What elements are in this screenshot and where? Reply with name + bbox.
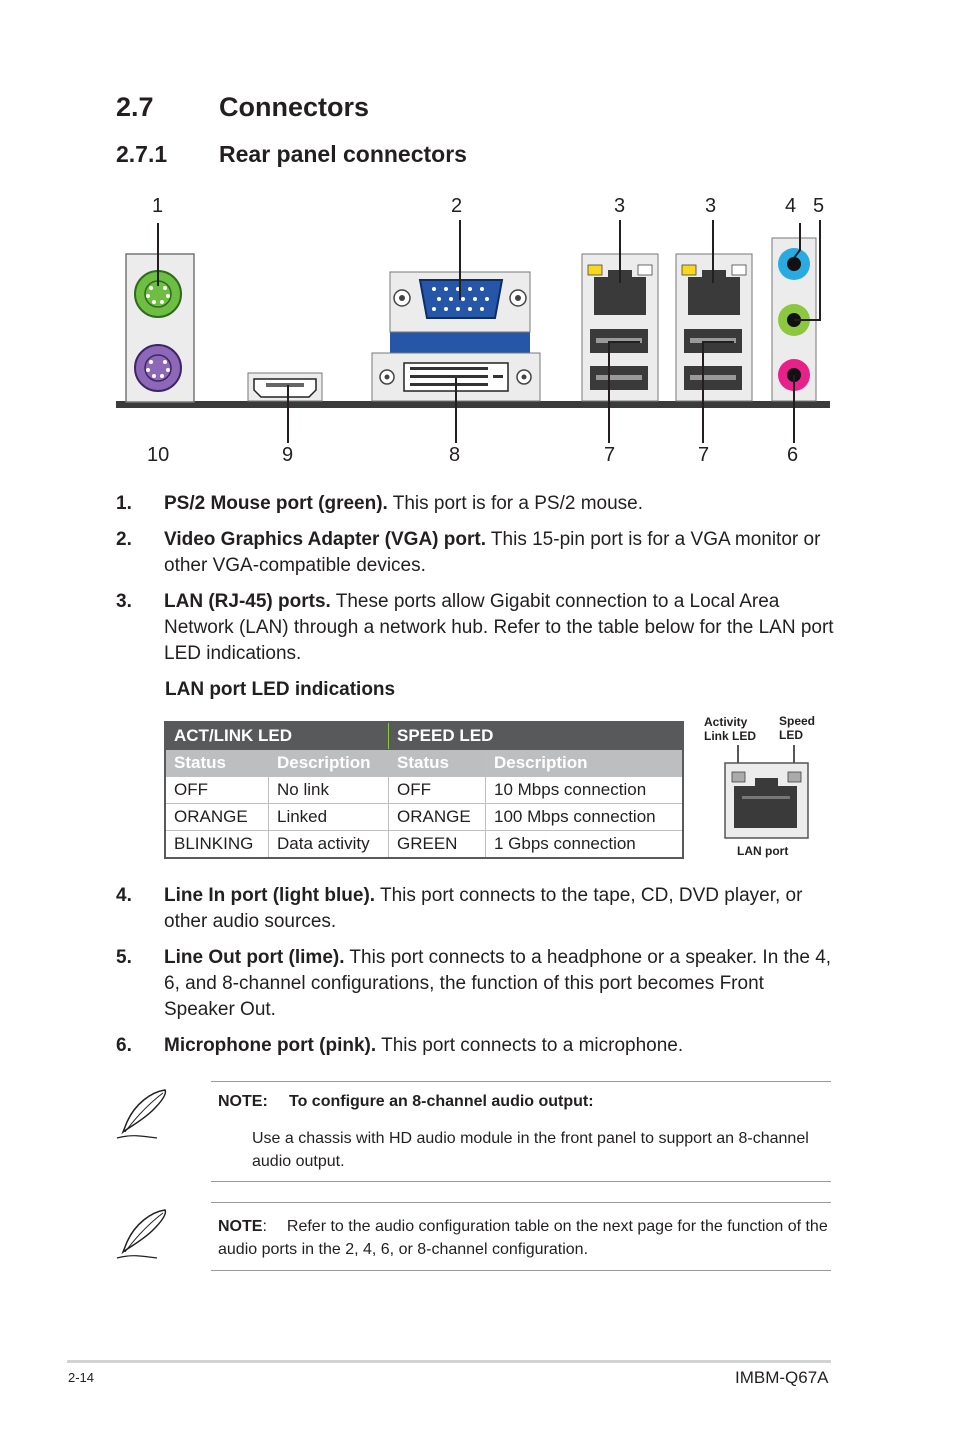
callout-3a: 3 xyxy=(614,195,626,217)
note-2-sep: : xyxy=(262,1218,267,1235)
callout-1: 1 xyxy=(152,195,164,217)
list-item: 4. Line In port (light blue). This port connects to the tape, CD, DVD player, or other audio sources. xyxy=(116,885,803,932)
item-text: This 15-pin port is for a VGA monitor or other VGA-compatible devices. xyxy=(164,529,821,576)
section-title: Connectors xyxy=(219,92,370,122)
note-1-bottom-rule xyxy=(211,1181,831,1182)
callout-7a: 7 xyxy=(604,444,616,466)
callout-8: 8 xyxy=(449,444,461,466)
item-title: Line In port (light blue). xyxy=(164,885,376,906)
note-quill-icon xyxy=(113,1086,173,1142)
item-title: Video Graphics Adapter (VGA) port. xyxy=(164,529,486,550)
note-1-body: Use a chassis with HD audio module in the front panel to support an 8-channel audio output. xyxy=(252,1130,809,1170)
item-text: This port connects to a headphone or a speaker. In the 4, 6, and 8-channel configurations, the function of this port becomes Front Speaker Out. xyxy=(164,947,832,1020)
list-item: 6. Microphone port (pink). This port connects to a microphone. xyxy=(116,1035,684,1056)
note-quill-icon xyxy=(113,1206,173,1262)
io-shield-base xyxy=(116,401,830,408)
item-title: PS/2 Mouse port (green). xyxy=(164,493,388,514)
subsection-number: 2.7.1 xyxy=(116,141,168,167)
list-item: 2. Video Graphics Adapter (VGA) port. This 15-pin port is for a VGA monitor or other VGA-compatible devices. xyxy=(116,529,821,576)
callout-7b: 7 xyxy=(698,444,710,466)
item-title: Line Out port (lime). xyxy=(164,947,345,968)
item-title: Microphone port (pink). xyxy=(164,1035,377,1056)
note-1-top-rule xyxy=(211,1081,831,1082)
note-2-body: Refer to the audio configuration table on the next page for the function of the audio ports in the 2, 4, 6, or 8-channel configuration. xyxy=(218,1218,828,1258)
rear-panel-diagram xyxy=(110,190,840,475)
lan-led-table xyxy=(164,721,684,859)
list-item: 3. LAN (RJ-45) ports. These ports allow Gigabit connection to a Local Area Network (LAN) through a network hub. Refer to the table below for the LAN port LED indications. xyxy=(116,591,834,664)
table-row: BLINKING Data activity GREEN 1 Gbps connection xyxy=(165,831,683,859)
activity-led-label-1: Activity xyxy=(704,715,748,729)
callout-5: 5 xyxy=(813,195,825,217)
note-2-bottom-rule xyxy=(211,1270,831,1271)
item-text: This port connects to a microphone. xyxy=(376,1035,684,1056)
table-row: ORANGE Linked ORANGE 100 Mbps connection xyxy=(165,804,683,831)
lan-port-caption: LAN port xyxy=(737,844,789,858)
callout-3b: 3 xyxy=(705,195,717,217)
note-2 xyxy=(218,1215,830,1261)
model-name: IMBM-Q67A xyxy=(735,1368,829,1387)
hdmi-port xyxy=(248,373,322,401)
col-header: Status xyxy=(165,750,269,777)
callout-6: 6 xyxy=(787,444,799,466)
header-act-link: ACT/LINK LED xyxy=(165,722,389,750)
lan-table-caption: LAN port LED indications xyxy=(165,679,396,700)
note-2-label: NOTE xyxy=(218,1218,263,1235)
lan-port-figure xyxy=(720,740,812,840)
note-1-label: NOTE: xyxy=(218,1093,268,1110)
list-item: 5. Line Out port (lime). This port connects to a headphone or a speaker. In the 4, 6, and 8-channel configurations, the function of this port becomes Front Speaker Out. xyxy=(116,947,832,1020)
subsection-title: Rear panel connectors xyxy=(219,141,467,167)
col-header: Status xyxy=(389,750,486,777)
section-number: 2.7 xyxy=(116,92,154,122)
callout-9: 9 xyxy=(282,444,294,466)
table-row: OFF No link OFF 10 Mbps connection xyxy=(165,777,683,804)
col-header: Description xyxy=(269,750,389,777)
item-text: These ports allow Gigabit connection to a Local Area Network (LAN) through a network hub. Refer to the table below for the LAN port LED indications. xyxy=(164,591,834,664)
col-header: Description xyxy=(486,750,684,777)
speed-led-label-2: LED xyxy=(779,728,803,742)
item-text: This port connects to the tape, CD, DVD player, or other audio sources. xyxy=(164,885,803,932)
page-number: 2-14 xyxy=(68,1370,95,1385)
callout-4: 4 xyxy=(785,195,797,217)
header-speed: SPEED LED xyxy=(389,722,684,750)
item-title: LAN (RJ-45) ports. xyxy=(164,591,331,612)
item-text: This port is for a PS/2 mouse. xyxy=(387,493,644,514)
ps2-keyboard-port xyxy=(135,345,181,391)
list-item: 1. PS/2 Mouse port (green). This port is for a PS/2 mouse. xyxy=(116,493,644,514)
footer-rule xyxy=(67,1360,831,1363)
activity-led-label-2: Link LED xyxy=(704,729,757,743)
note-1-title: To configure an 8-channel audio output: xyxy=(289,1093,594,1110)
callout-2: 2 xyxy=(451,195,463,217)
callout-10: 10 xyxy=(147,444,170,466)
ps2-ports xyxy=(126,254,194,402)
speed-led-label-1: Speed xyxy=(779,714,816,728)
note-2-top-rule xyxy=(211,1202,831,1203)
